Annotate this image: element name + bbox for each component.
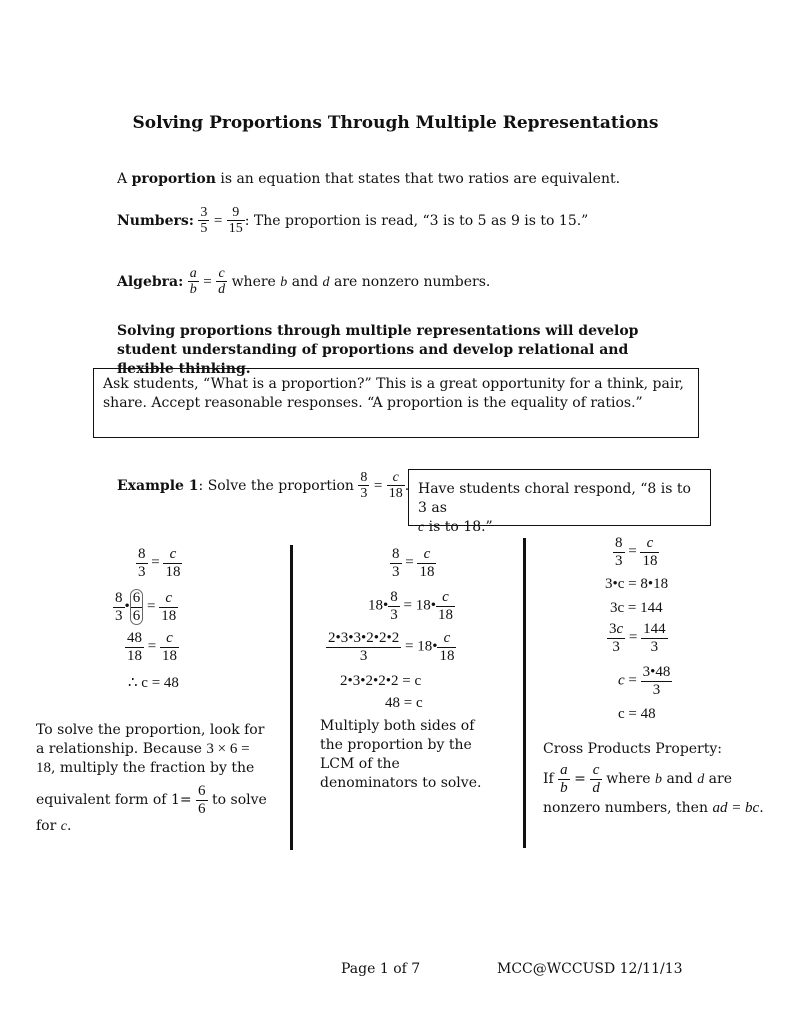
col3-step2: 3•c = 8•18 bbox=[605, 576, 669, 592]
algebra-label: Algebra bbox=[117, 273, 179, 290]
algebra-where: where bbox=[231, 273, 276, 290]
choral-box bbox=[408, 469, 711, 535]
page-title: Solving Proportions Through Multiple Representations bbox=[132, 113, 659, 133]
algebra-rest: are nonzero numbers. bbox=[333, 273, 491, 290]
col1-explain5: for bbox=[36, 818, 57, 834]
col1-step1: $\frac{8}{3}$ = $\frac{c}{18}$ bbox=[138, 546, 181, 580]
cross-products-result: nonzero numbers, then ad = bc. bbox=[543, 800, 764, 816]
column-divider-1 bbox=[290, 545, 293, 850]
algebra-and: and bbox=[291, 273, 319, 290]
col3-step3: 3c = 144 bbox=[610, 600, 663, 616]
choral-line1: Have students choral respond, “8 is to 3 as bbox=[418, 481, 691, 516]
fraction-9-15: $\frac{9}{15}$ bbox=[228, 205, 243, 237]
fraction-a-b: $\frac{a}{b}$ bbox=[189, 266, 197, 298]
numbers-line: Numbers: $\frac{3}{5}$ = $\frac{9}{15}$ : The proportion is read, “3 is to 5 as 9 is to 15.” bbox=[117, 205, 589, 237]
cp-then: nonzero numbers, then bbox=[543, 800, 708, 816]
example1-label: Example 1 bbox=[117, 477, 199, 494]
fraction-c-18: $\frac{c}{18}$ bbox=[388, 470, 403, 502]
numbers-read: : The proportion is read, “3 is to 5 as 9 is to 15.” bbox=[244, 212, 589, 229]
col1-step2: $\frac{8}{3}$ • $\frac{6}{6}$ = $\frac{c}{18}$ bbox=[115, 590, 177, 624]
cp-and: and bbox=[666, 771, 693, 787]
col1-step3: $\frac{48}{18}$ = $\frac{c}{18}$ bbox=[127, 630, 177, 664]
intro-a: A bbox=[117, 171, 128, 187]
col1-explain2: multiply the fraction by the bbox=[59, 760, 255, 776]
bold-statement: Solving proportions through multiple representations will develop student understanding of proportions and develop relational and flexible thinking. bbox=[117, 323, 639, 377]
col1-explain1: To solve the proportion, look for a relationship. Because bbox=[36, 722, 265, 757]
intro-term: proportion bbox=[131, 171, 216, 187]
fraction-8-3: $\frac{8}{3}$ bbox=[360, 470, 368, 502]
cp-if: If bbox=[543, 771, 554, 787]
column-divider-2 bbox=[523, 538, 526, 848]
col3-step1: $\frac{8}{3}$ = $\frac{c}{18}$ bbox=[615, 535, 658, 569]
teacher-note-box: Ask students, “What is a proportion?” This is a great opportunity for a think, pair, share. Accept reasonable responses. “A proportion is the equality of ratios.” bbox=[93, 368, 699, 438]
col2-step4: 2•3•2•2•2 = c bbox=[340, 673, 422, 689]
col3-step4: $\frac{3c}{3}$ = $\frac{144}{3}$ bbox=[609, 621, 666, 655]
footer-org: MCC@WCCUSD 12/11/13 bbox=[497, 961, 683, 977]
choral-line2: is to 18.” bbox=[428, 519, 493, 535]
cross-products-title: Cross Products Property: bbox=[543, 741, 723, 757]
example1-line: Example 1: Solve the proportion $\frac{8}{3}$ = $\frac{c}{18}$ . bbox=[117, 470, 410, 502]
fraction-3-5: $\frac{3}{5}$ bbox=[200, 205, 208, 237]
cp-are: are bbox=[708, 771, 732, 787]
algebra-var-d: d bbox=[322, 274, 330, 290]
col1-result: ∴ c = 48 bbox=[128, 675, 179, 691]
col2-step2: 18• $\frac{8}{3}$ = 18• $\frac{c}{18}$ bbox=[368, 589, 453, 623]
cross-products-statement: If $\frac{a}{b}$ = $\frac{c}{d}$ where b and d are bbox=[543, 762, 732, 796]
algebra-var-b: b bbox=[280, 274, 288, 290]
intro-line bbox=[117, 170, 620, 189]
col3-step6: c = 48 bbox=[618, 706, 656, 722]
col1-explain4: to solve bbox=[212, 792, 267, 808]
col1-var: c bbox=[60, 819, 67, 834]
cp-result: ad = bc bbox=[712, 800, 760, 816]
algebra-line: Algebra: $\frac{a}{b}$ = $\frac{c}{d}$ where b and d are nonzero numbers. bbox=[117, 266, 491, 298]
col2-step3: $\frac{2•3•3•2•2•2}{3}$ = 18• $\frac{c}{18}$ bbox=[328, 630, 455, 664]
col2-step5: 48 = c bbox=[385, 695, 423, 711]
col1-expr: 3 × 6 = 18 bbox=[36, 741, 250, 776]
col2-explanation: Multiply both sides of the proportion by the LCM of the denominators to solve. bbox=[320, 718, 482, 791]
example1-text: : Solve the proportion bbox=[198, 477, 354, 494]
intro-rest: is an equation that states that two ratios are equivalent. bbox=[220, 171, 621, 187]
cp-where: where bbox=[606, 771, 651, 787]
choral-var-c: c bbox=[418, 520, 425, 535]
col2-step1: $\frac{8}{3}$ = $\frac{c}{18}$ bbox=[392, 546, 435, 580]
col1-explanation: To solve the proportion, look for a relationship. Because 3 × 6 = 18, multiply the fraction by the bbox=[36, 722, 265, 776]
footer-page: Page 1 of 7 bbox=[341, 961, 421, 977]
col3-step5: c = $\frac{3•48}{3}$ bbox=[618, 664, 671, 698]
fraction-c-d: $\frac{c}{d}$ bbox=[218, 266, 226, 298]
col1-explanation2: equivalent form of 1= $\frac{6}{6}$ to solve for c. bbox=[36, 783, 267, 834]
col1-explain3: equivalent form of 1= bbox=[36, 792, 192, 808]
numbers-label: Numbers bbox=[117, 212, 189, 229]
